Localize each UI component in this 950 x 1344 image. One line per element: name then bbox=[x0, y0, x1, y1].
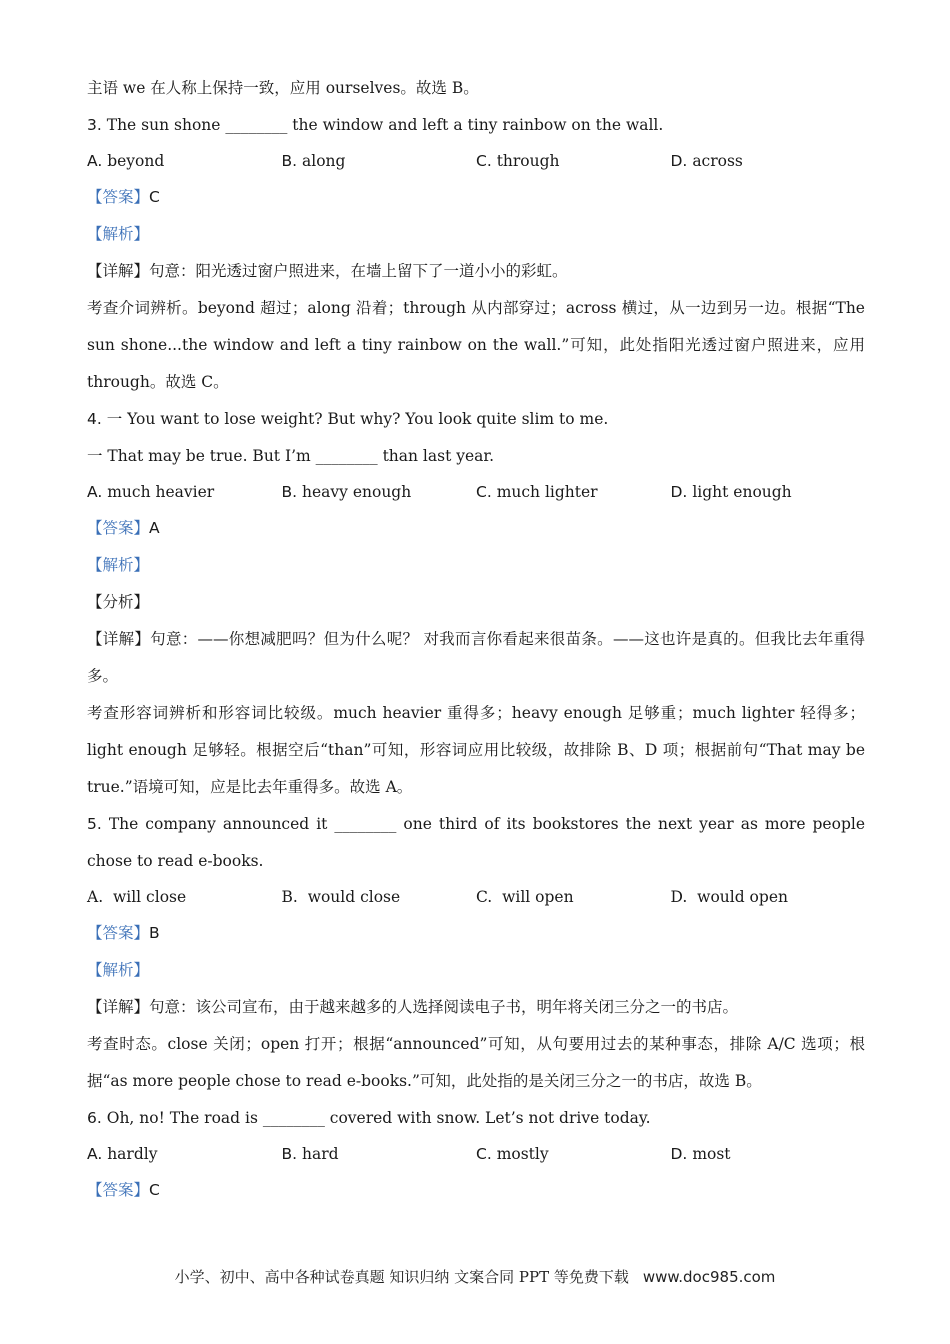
detail-tag: 【详解】 bbox=[87, 262, 150, 280]
stem-text: 一 You want to lose weight? But why? You look quite slim to me. bbox=[106, 410, 609, 428]
question-5-options bbox=[87, 880, 865, 915]
option-letter: B. bbox=[281, 483, 298, 501]
page-footer bbox=[0, 1266, 950, 1287]
option-letter: A. bbox=[87, 888, 104, 906]
question-4-analysis bbox=[87, 547, 865, 584]
option-letter: C. bbox=[476, 888, 493, 906]
question-4-options bbox=[87, 475, 865, 510]
option-d bbox=[671, 475, 866, 510]
option-text: beyond bbox=[107, 152, 165, 170]
question-5-detail bbox=[87, 989, 865, 1026]
option-d bbox=[671, 1137, 866, 1172]
question-number: 3. bbox=[87, 116, 102, 134]
option-text: hard bbox=[302, 1145, 339, 1163]
answer-value: B bbox=[149, 924, 160, 942]
question-number: 4. bbox=[87, 410, 102, 428]
option-text: most bbox=[692, 1145, 731, 1163]
footer-url[interactable]: www.doc985.com bbox=[642, 1268, 776, 1286]
option-letter: C. bbox=[476, 152, 492, 170]
option-letter: C. bbox=[476, 483, 492, 501]
question-3-analysis bbox=[87, 216, 865, 253]
option-text: will close bbox=[112, 888, 187, 906]
option-c bbox=[476, 144, 671, 179]
question-5-stem bbox=[87, 806, 865, 880]
answer-tag: 【答案】 bbox=[87, 519, 150, 537]
detail-text: 句意：该公司宣布，由于越来越多的人选择阅读电子书，明年将关闭三分之一的书店。 bbox=[149, 998, 739, 1016]
option-text: will open bbox=[502, 888, 574, 906]
option-a bbox=[87, 144, 282, 179]
question-4-stem-1 bbox=[87, 401, 865, 438]
question-3-answer bbox=[87, 179, 865, 216]
option-text: much lighter bbox=[496, 483, 598, 501]
question-3-detail bbox=[87, 253, 865, 290]
detail-text: 句意：阳光透过窗户照进来，在墙上留下了一道小小的彩虹。 bbox=[149, 262, 568, 280]
option-text: hardly bbox=[107, 1145, 158, 1163]
detail-text: 句意：——你想减肥吗？但为什么呢？ 对我而言你看起来很苗条。——这也许是真的。但我比去年重得多。 bbox=[87, 630, 865, 685]
option-text: along bbox=[302, 152, 346, 170]
option-letter: D. bbox=[670, 1145, 688, 1163]
question-6-options bbox=[87, 1137, 865, 1172]
option-text: would close bbox=[307, 888, 401, 906]
intro-line: 主语 we 在人称上保持一致，应用 ourselves。故选 B。 bbox=[87, 79, 479, 97]
footer-text: 小学、初中、高中各种试卷真题 知识归纳 文案合同 PPT 等免费下载 bbox=[174, 1268, 629, 1286]
option-text: heavy enough bbox=[302, 483, 412, 501]
option-c bbox=[476, 475, 671, 510]
option-letter: D. bbox=[670, 152, 688, 170]
option-letter: B. bbox=[281, 1145, 298, 1163]
answer-value: C bbox=[149, 1181, 160, 1199]
question-4-stem-2: 一 That may be true. But I’m ________ than last year. bbox=[87, 447, 495, 465]
answer-value: C bbox=[149, 188, 160, 206]
stem-text: Oh, no! The road is ________ covered with snow. Let’s not drive today. bbox=[106, 1109, 651, 1127]
question-number: 6. bbox=[87, 1109, 102, 1127]
option-a bbox=[87, 475, 282, 510]
option-b bbox=[282, 880, 477, 915]
question-5-answer bbox=[87, 915, 865, 952]
option-text: mostly bbox=[496, 1145, 549, 1163]
option-c bbox=[476, 880, 671, 915]
option-letter: B. bbox=[281, 152, 298, 170]
question-4-explanation: 考查形容词辨析和形容词比较级。much heavier 重得多；heavy enough 足够重；much lighter 轻得多；light enough 足够轻。根据空后“than”可知，形容词应用比较级，故排除 B、D 项；根据前句“That may be true.”语境可知，应是比去年重得多。故选 A。 bbox=[87, 704, 865, 796]
option-d bbox=[671, 144, 866, 179]
analysis-tag: 【解析】 bbox=[87, 961, 150, 979]
option-letter: A. bbox=[87, 152, 103, 170]
question-4-fenxi: 【分析】 bbox=[87, 593, 150, 611]
question-5-analysis bbox=[87, 952, 865, 989]
option-d bbox=[671, 880, 866, 915]
option-b bbox=[282, 144, 477, 179]
question-5-explanation: 考查时态。close 关闭；open 打开；根据“announced”可知，从句要用过去的某种事态，排除 A/C 选项；根据“as more people chose to read e-books.”可知，此处指的是关闭三分之一的书店，故选 B。 bbox=[87, 1035, 865, 1090]
answer-value: A bbox=[149, 519, 160, 537]
option-letter: A. bbox=[87, 1145, 103, 1163]
stem-text: The sun shone ________ the window and left a tiny rainbow on the wall. bbox=[106, 116, 664, 134]
question-3-options bbox=[87, 144, 865, 179]
option-text: across bbox=[692, 152, 743, 170]
question-6-answer bbox=[87, 1172, 865, 1209]
answer-tag: 【答案】 bbox=[87, 188, 150, 206]
option-letter: D. bbox=[670, 483, 688, 501]
option-a bbox=[87, 1137, 282, 1172]
analysis-tag: 【解析】 bbox=[87, 225, 150, 243]
option-text: much heavier bbox=[107, 483, 215, 501]
question-3-explanation: 考查介词辨析。beyond 超过；along 沿着；through 从内部穿过；across 横过，从一边到另一边。根据“The sun shone...the window and left a tiny rainbow on the wall.”可知，此处指阳光透过窗户照进来，应用 through。故选 C。 bbox=[87, 299, 865, 391]
stem-text: The company announced it ________ one third of its bookstores the next year as more people chose to read e-books. bbox=[87, 815, 865, 870]
option-a bbox=[87, 880, 282, 915]
option-text: would open bbox=[697, 888, 788, 906]
detail-tag: 【详解】 bbox=[87, 630, 151, 648]
option-letter: B. bbox=[281, 888, 298, 906]
question-6-stem bbox=[87, 1100, 865, 1137]
question-4-answer bbox=[87, 510, 865, 547]
option-c bbox=[476, 1137, 671, 1172]
answer-tag: 【答案】 bbox=[87, 1181, 150, 1199]
document-page bbox=[87, 70, 865, 1209]
analysis-tag: 【解析】 bbox=[87, 556, 150, 574]
option-b bbox=[282, 475, 477, 510]
option-letter: A. bbox=[87, 483, 103, 501]
detail-tag: 【详解】 bbox=[87, 998, 150, 1016]
option-b bbox=[282, 1137, 477, 1172]
option-text: through bbox=[496, 152, 560, 170]
option-letter: D. bbox=[670, 888, 688, 906]
question-number: 5. bbox=[87, 815, 102, 833]
option-text: light enough bbox=[692, 483, 792, 501]
question-3-stem bbox=[87, 107, 865, 144]
option-letter: C. bbox=[476, 1145, 492, 1163]
answer-tag: 【答案】 bbox=[87, 924, 150, 942]
question-4-detail bbox=[87, 621, 865, 695]
